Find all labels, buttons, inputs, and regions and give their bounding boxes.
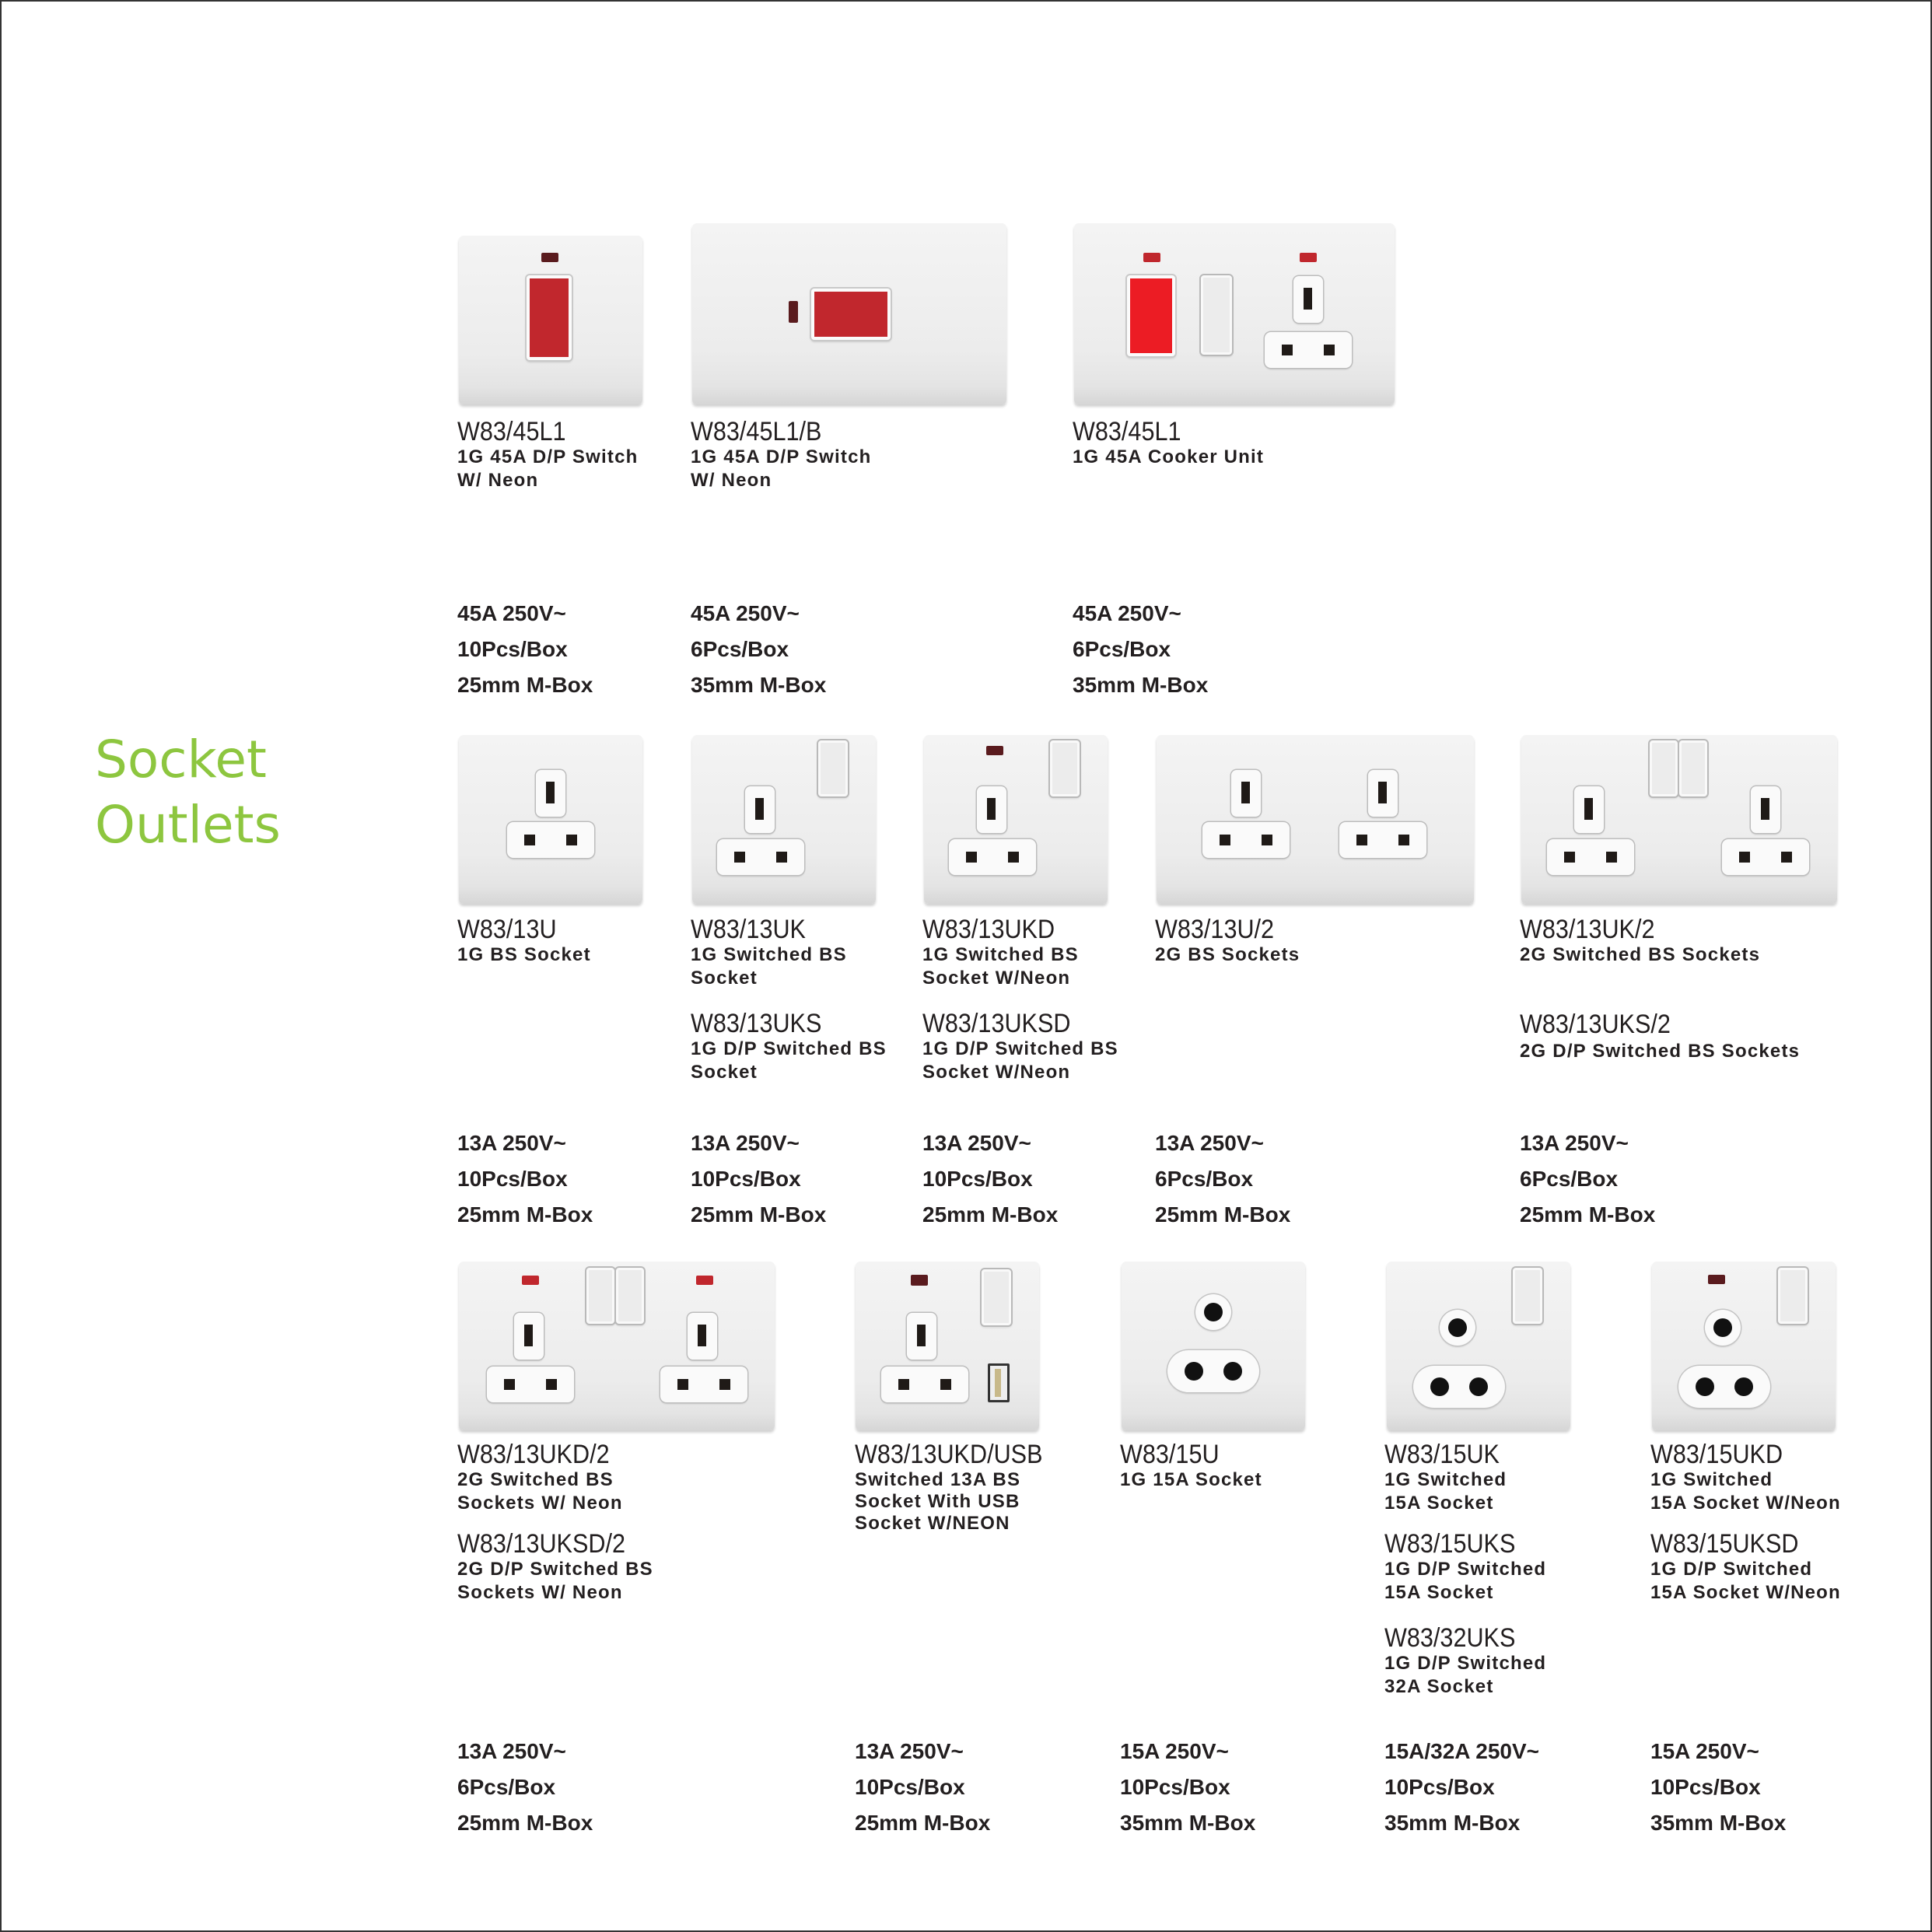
model-desc: W/ Neon (691, 470, 772, 491)
spec-list (855, 1734, 990, 1841)
model-desc: W/ Neon (457, 470, 539, 491)
round-earth-pin (1705, 1310, 1741, 1346)
product-image-13uk (692, 735, 876, 904)
spec-rating: 45A 250V~ (691, 601, 800, 625)
white-rocker-switch (1201, 275, 1232, 355)
product-image-13uk-2 (1521, 735, 1837, 904)
spec-list (1384, 1734, 1539, 1841)
model-desc: 1G D/P Switched (1384, 1559, 1547, 1580)
model-code: W83/15UKS (1384, 1529, 1516, 1559)
spec-packing: 10Pcs/Box (1120, 1775, 1230, 1799)
model-desc: 1G Switched BS (691, 944, 847, 965)
model-desc: 1G D/P Switched BS (922, 1038, 1118, 1059)
model-desc: Socket (691, 1062, 758, 1083)
spec-packing: 10Pcs/Box (855, 1775, 965, 1799)
model-desc: Sockets W/ Neon (457, 1493, 623, 1514)
model-desc: 32A Socket (1384, 1676, 1494, 1697)
spec-packing: 10Pcs/Box (457, 637, 568, 661)
model-desc: 2G D/P Switched BS Sockets (1520, 1041, 1801, 1062)
model-code: W83/15UKD (1650, 1440, 1783, 1469)
white-rocker-switch (1778, 1268, 1808, 1324)
model-desc: 2G Switched BS Sockets (1520, 944, 1761, 965)
spec-list (1120, 1734, 1255, 1841)
line-neutral-slots (949, 839, 1036, 875)
spec-rating: 13A 250V~ (691, 1131, 800, 1155)
product-image-cooker-unit (1074, 223, 1395, 404)
title-line-2: Outlets (95, 795, 281, 855)
earth-pin-slot (907, 1313, 936, 1360)
line-neutral-slots (1202, 822, 1290, 858)
spec-packing: 10Pcs/Box (1384, 1775, 1495, 1799)
neon-indicator (986, 746, 1003, 755)
product-image-15u (1122, 1262, 1305, 1430)
spec-rating: 15A 250V~ (1120, 1739, 1229, 1763)
earth-pin-slot (745, 786, 775, 833)
white-rocker-switch (1650, 740, 1678, 796)
model-code: W83/45L1 (457, 417, 566, 446)
spec-list (922, 1125, 1058, 1233)
model-desc: 1G D/P Switched BS (691, 1038, 887, 1059)
spec-mbox: 25mm M-Box (1520, 1202, 1656, 1227)
model-desc: 1G 45A Cooker Unit (1073, 446, 1265, 467)
model-desc: 2G D/P Switched BS (457, 1559, 653, 1580)
spec-mbox: 25mm M-Box (855, 1811, 991, 1835)
neon-indicator (696, 1276, 713, 1285)
spec-rating: 45A 250V~ (1073, 601, 1181, 625)
model-desc: 1G 45A D/P Switch (457, 446, 639, 467)
spec-list (1520, 1125, 1655, 1233)
white-rocker-switch (818, 740, 848, 796)
model-code: W83/13UKSD/2 (457, 1529, 625, 1559)
model-code: W83/15UKSD (1650, 1529, 1799, 1559)
model-code: W83/13U (457, 915, 557, 944)
white-rocker-switch (1050, 740, 1080, 796)
earth-pin-slot (1368, 770, 1398, 817)
section-title (95, 727, 281, 858)
white-rocker-switch (982, 1269, 1011, 1325)
spec-list (691, 1125, 826, 1233)
spec-list (691, 596, 826, 703)
spec-mbox: 35mm M-Box (1073, 673, 1209, 697)
spec-rating: 15A 250V~ (1650, 1739, 1759, 1763)
model-code: W83/13UKS/2 (1520, 1010, 1671, 1039)
model-desc: Switched 13A BS (855, 1469, 1021, 1490)
model-code: W83/32UKS (1384, 1623, 1516, 1653)
spec-rating: 13A 250V~ (1520, 1131, 1629, 1155)
spec-list (1650, 1734, 1786, 1841)
usb-port (988, 1363, 1010, 1402)
white-rocker-switch (586, 1268, 614, 1324)
spec-packing: 10Pcs/Box (1650, 1775, 1761, 1799)
spec-mbox: 25mm M-Box (1155, 1202, 1291, 1227)
neon-indicator (911, 1275, 928, 1286)
earth-pin-slot (1231, 770, 1261, 817)
white-rocker-switch (616, 1268, 644, 1324)
earth-pin-slot (514, 1313, 544, 1360)
white-rocker-switch (1679, 740, 1707, 796)
red-rocker-switch (811, 289, 891, 340)
model-desc: 1G D/P Switched (1650, 1559, 1813, 1580)
spec-mbox: 35mm M-Box (691, 673, 827, 697)
earth-pin-slot (1574, 786, 1604, 833)
model-code: W83/13UKD/2 (457, 1440, 610, 1469)
neon-indicator (1143, 253, 1160, 262)
title-line-1: Socket (95, 730, 267, 789)
model-code: W83/45L1 (1073, 417, 1181, 446)
line-neutral-slots (507, 822, 594, 858)
line-neutral-slots (717, 839, 804, 875)
line-neutral-slots (660, 1367, 747, 1402)
round-line-neutral-pins (1678, 1366, 1770, 1408)
model-desc: 15A Socket W/Neon (1650, 1582, 1841, 1603)
spec-mbox: 35mm M-Box (1384, 1811, 1521, 1835)
model-desc: 1G Switched (1650, 1469, 1773, 1490)
product-image-15uk (1387, 1262, 1570, 1430)
model-code: W83/13UKD (922, 915, 1055, 944)
earth-pin-slot (977, 786, 1006, 833)
spec-packing: 6Pcs/Box (457, 1775, 556, 1799)
model-desc: 1G BS Socket (457, 944, 591, 965)
line-neutral-slots (1265, 332, 1352, 368)
model-desc: 1G Switched BS (922, 944, 1079, 965)
model-desc: Socket With USB (855, 1491, 1020, 1512)
model-code: W83/13UK/2 (1520, 915, 1655, 944)
model-code: W83/13UKS (691, 1009, 822, 1038)
spec-packing: 6Pcs/Box (691, 637, 789, 661)
spec-rating: 15A/32A 250V~ (1384, 1739, 1539, 1763)
model-desc: 2G BS Sockets (1155, 944, 1300, 965)
spec-packing: 10Pcs/Box (922, 1167, 1033, 1191)
product-image-13ukd-2 (459, 1262, 775, 1430)
spec-mbox: 35mm M-Box (1120, 1811, 1256, 1835)
product-image-45a-switch-horizontal (692, 223, 1006, 404)
spec-packing: 10Pcs/Box (457, 1167, 568, 1191)
spec-rating: 45A 250V~ (457, 601, 566, 625)
line-neutral-slots (1722, 839, 1809, 875)
spec-list (457, 596, 593, 703)
earth-pin-slot (1293, 276, 1323, 323)
model-desc: 15A Socket W/Neon (1650, 1493, 1841, 1514)
spec-rating: 13A 250V~ (457, 1131, 566, 1155)
product-image-15ukd (1652, 1262, 1836, 1430)
model-desc: 1G 45A D/P Switch (691, 446, 872, 467)
spec-rating: 13A 250V~ (922, 1131, 1031, 1155)
model-code: W83/13U/2 (1155, 915, 1275, 944)
model-desc: 15A Socket (1384, 1582, 1494, 1603)
spec-list (457, 1125, 593, 1233)
red-rocker-switch (1127, 275, 1175, 356)
spec-mbox: 25mm M-Box (457, 673, 593, 697)
model-desc: 1G 15A Socket (1120, 1469, 1262, 1490)
spec-list (1073, 596, 1208, 703)
model-code: W83/13UKD/USB (855, 1440, 1043, 1469)
model-desc: 1G Switched (1384, 1469, 1507, 1490)
model-code: W83/13UKSD (922, 1009, 1071, 1038)
product-image-13ukd (924, 735, 1108, 904)
earth-pin-slot (688, 1313, 717, 1360)
neon-indicator (522, 1276, 539, 1285)
model-desc: Socket W/Neon (922, 968, 1071, 989)
spec-packing: 6Pcs/Box (1520, 1167, 1619, 1191)
product-image-45a-switch (459, 236, 642, 404)
model-desc: Socket (691, 968, 758, 989)
spec-rating: 13A 250V~ (1155, 1131, 1264, 1155)
model-desc: Socket W/NEON (855, 1513, 1010, 1534)
spec-mbox: 25mm M-Box (922, 1202, 1059, 1227)
neon-indicator (1708, 1275, 1725, 1284)
round-earth-pin (1440, 1310, 1475, 1346)
product-image-13u-2 (1157, 735, 1474, 904)
spec-rating: 13A 250V~ (855, 1739, 964, 1763)
model-desc: Socket W/Neon (922, 1062, 1071, 1083)
neon-indicator (1300, 253, 1317, 262)
spec-packing: 6Pcs/Box (1073, 637, 1171, 661)
spec-packing: 10Pcs/Box (691, 1167, 801, 1191)
model-code: W83/13UK (691, 915, 806, 944)
model-code: W83/15U (1120, 1440, 1220, 1469)
spec-mbox: 25mm M-Box (457, 1811, 593, 1835)
spec-mbox: 35mm M-Box (1650, 1811, 1787, 1835)
white-rocker-switch (1513, 1268, 1542, 1324)
product-image-13ukd-usb (856, 1262, 1039, 1430)
earth-pin-slot (536, 770, 565, 817)
spec-mbox: 25mm M-Box (457, 1202, 593, 1227)
model-desc: 15A Socket (1384, 1493, 1494, 1514)
spec-mbox: 25mm M-Box (691, 1202, 827, 1227)
model-code: W83/45L1/B (691, 417, 822, 446)
earth-pin-slot (1751, 786, 1780, 833)
model-code: W83/15UK (1384, 1440, 1500, 1469)
spec-list (1155, 1125, 1290, 1233)
round-earth-pin (1195, 1294, 1231, 1330)
neon-indicator (541, 253, 558, 262)
model-desc: Sockets W/ Neon (457, 1582, 623, 1603)
round-line-neutral-pins (1167, 1350, 1259, 1392)
product-image-13u (459, 735, 642, 904)
line-neutral-slots (881, 1367, 968, 1402)
neon-indicator (789, 301, 798, 323)
model-desc: 1G D/P Switched (1384, 1653, 1547, 1674)
line-neutral-slots (1339, 822, 1426, 858)
line-neutral-slots (487, 1367, 574, 1402)
line-neutral-slots (1547, 839, 1634, 875)
spec-rating: 13A 250V~ (457, 1739, 566, 1763)
spec-packing: 6Pcs/Box (1155, 1167, 1254, 1191)
round-line-neutral-pins (1413, 1366, 1505, 1408)
model-desc: 2G Switched BS (457, 1469, 614, 1490)
red-rocker-switch (527, 275, 572, 360)
spec-list (457, 1734, 593, 1841)
